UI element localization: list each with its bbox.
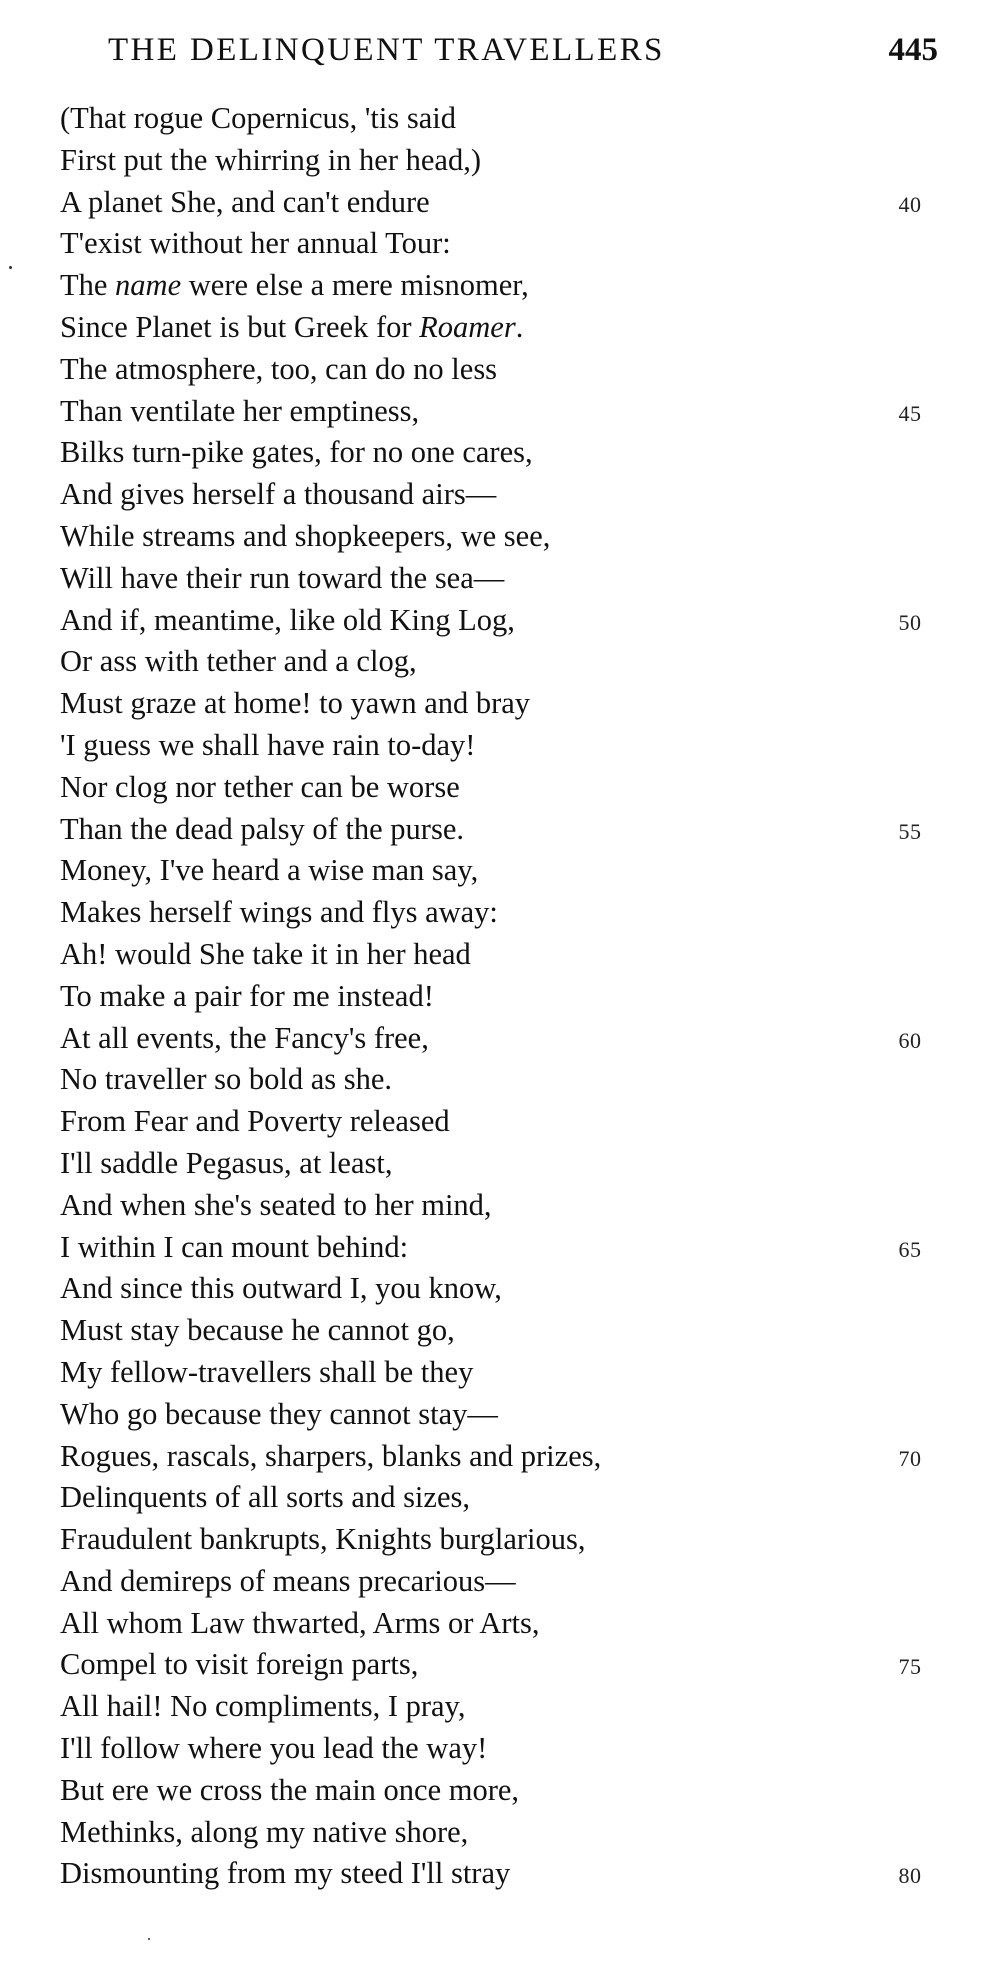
poem-line	[60, 1519, 940, 1561]
poem-line-text: I'll saddle Pegasus, at least,	[60, 1145, 393, 1180]
poem-line	[60, 140, 940, 182]
italic-word: Roamer	[419, 309, 516, 344]
poem-line	[60, 349, 940, 391]
poem-line-text: Makes herself wings and flys away:	[60, 895, 498, 930]
poem-line-text: Must stay because he cannot go,	[60, 1313, 455, 1348]
poem-line	[60, 1644, 940, 1686]
poem-line-text: Delinquents of all sorts and sizes,	[60, 1480, 470, 1515]
poem-line-text: Dismounting from my steed I'll stray	[60, 1856, 511, 1891]
text-segment: were else a mere misnomer,	[181, 268, 529, 303]
poem-line-text: Than the dead palsy of the purse.	[60, 811, 464, 846]
poem-line	[60, 98, 940, 140]
line-number: 40	[898, 191, 922, 217]
poem-line	[60, 391, 940, 433]
poem-line-text: (That rogue Copernicus, 'tis said	[60, 101, 456, 135]
italic-word: name	[115, 268, 182, 303]
poem-line	[60, 1143, 940, 1185]
poem-line	[60, 1436, 940, 1478]
poem-line-text: Compel to visit foreign parts,	[60, 1647, 419, 1682]
poem-line	[60, 683, 940, 725]
line-number: 60	[898, 1027, 922, 1053]
line-number: 70	[898, 1445, 922, 1471]
poem-line-text: I'll follow where you lead the way!	[60, 1731, 488, 1766]
poem-line-text: All whom Law thwarted, Arms or Arts,	[60, 1605, 540, 1640]
poem-line-text: Fraudulent bankrupts, Knights burglarious,	[60, 1522, 586, 1557]
poem-line	[60, 725, 940, 767]
poem-line	[60, 976, 940, 1018]
poem-line	[60, 809, 940, 851]
poem-line-text: Money, I've heard a wise man say,	[60, 853, 479, 888]
poem-line	[60, 600, 940, 642]
poem-line	[60, 1268, 940, 1310]
poem-line-text: My fellow-travellers shall be they	[60, 1354, 474, 1389]
poem-line-text: And demireps of means precarious—	[60, 1563, 516, 1598]
poem-line	[60, 1477, 940, 1519]
poem-line-text: All hail! No compliments, I pray,	[60, 1689, 466, 1724]
poem-line-text: Who go because they cannot stay—	[60, 1396, 498, 1431]
print-speck	[148, 1938, 150, 1940]
poem-line-text: And gives herself a thousand airs—	[60, 477, 497, 512]
poem-line-text: At all events, the Fancy's free,	[60, 1020, 429, 1055]
poem-line-text: To make a pair for me instead!	[60, 978, 434, 1013]
poem-line	[60, 1561, 940, 1603]
poem-line-text: The atmosphere, too, can do no less	[60, 351, 498, 386]
page-number: 445	[888, 32, 938, 68]
poem-line	[60, 1059, 940, 1101]
print-speck	[9, 266, 12, 269]
poem-line	[60, 1352, 940, 1394]
poem-line	[60, 1603, 940, 1645]
poem-line-text: Will have their run toward the sea—	[60, 560, 505, 595]
line-number: 75	[898, 1654, 922, 1680]
poem-line-text: But ere we cross the main once more,	[60, 1772, 520, 1807]
poem-line-text: And when she's seated to her mind,	[60, 1187, 492, 1222]
poem-line-text: Nor clog nor tether can be worse	[60, 769, 460, 804]
poem-line	[60, 1310, 940, 1352]
poem-line	[60, 934, 940, 976]
poem-line	[60, 641, 940, 683]
poem-line-text: Or ass with tether and a clog,	[60, 644, 417, 679]
poem-line-text	[60, 268, 529, 302]
poem-line-text: And since this outward I, you know,	[60, 1271, 502, 1306]
line-number: 55	[898, 818, 922, 844]
poem-line	[60, 474, 940, 516]
poem-line	[60, 1394, 940, 1436]
poem-line	[60, 1101, 940, 1143]
poem-line	[60, 1686, 940, 1728]
poem-line-text: Rogues, rascals, sharpers, blanks and prizes,	[60, 1438, 602, 1473]
poem-line-text: Must graze at home! to yawn and bray	[60, 686, 531, 721]
page-header	[108, 28, 938, 72]
poem-line	[60, 892, 940, 934]
poem-line-text: No traveller so bold as she.	[60, 1062, 393, 1097]
text-segment: The	[60, 268, 116, 303]
line-number: 65	[898, 1236, 922, 1262]
text-segment: .	[515, 309, 524, 344]
poem-line-text: I within I can mount behind:	[60, 1229, 409, 1264]
poem-line-text: And if, meantime, like old King Log,	[60, 602, 515, 637]
poem-line-text: Than ventilate her emptiness,	[60, 393, 420, 428]
poem-line-text	[60, 310, 523, 344]
poem-line	[60, 850, 940, 892]
poem-line	[60, 1185, 940, 1227]
poem-line	[60, 1812, 940, 1854]
line-number: 80	[898, 1863, 922, 1889]
poem-line	[60, 432, 940, 474]
poem-line	[60, 1853, 940, 1895]
poem-line	[60, 1770, 940, 1812]
poem-line-text: From Fear and Poverty released	[60, 1104, 450, 1139]
poem-line	[60, 265, 940, 307]
poem-line	[60, 516, 940, 558]
poem-line	[60, 182, 940, 224]
poem-line-text: 'I guess we shall have rain to-day!	[60, 727, 476, 762]
poem-line-text: T'exist without her annual Tour:	[60, 226, 451, 261]
poem-line	[60, 1018, 940, 1060]
poem-line-text: Bilks turn-pike gates, for no one cares,	[60, 435, 533, 470]
poem-line-text: A planet She, and can't endure	[60, 184, 430, 219]
poem-line	[60, 767, 940, 809]
text-segment: Since Planet is but Greek for	[60, 309, 420, 344]
poem-body	[60, 98, 940, 1895]
poem-line	[60, 558, 940, 600]
running-title: THE DELINQUENT TRAVELLERS	[108, 32, 665, 68]
line-number: 50	[898, 609, 922, 635]
poem-line	[60, 223, 940, 265]
line-number: 45	[898, 400, 922, 426]
poem-line	[60, 1227, 940, 1269]
poem-line-text: Ah! would She take it in her head	[60, 936, 471, 971]
poem-line	[60, 307, 940, 349]
poem-line-text: While streams and shopkeepers, we see,	[60, 518, 551, 553]
poem-line-text: Methinks, along my native shore,	[60, 1814, 469, 1849]
poem-line-text: First put the whirring in her head,)	[60, 142, 481, 177]
poem-line	[60, 1728, 940, 1770]
